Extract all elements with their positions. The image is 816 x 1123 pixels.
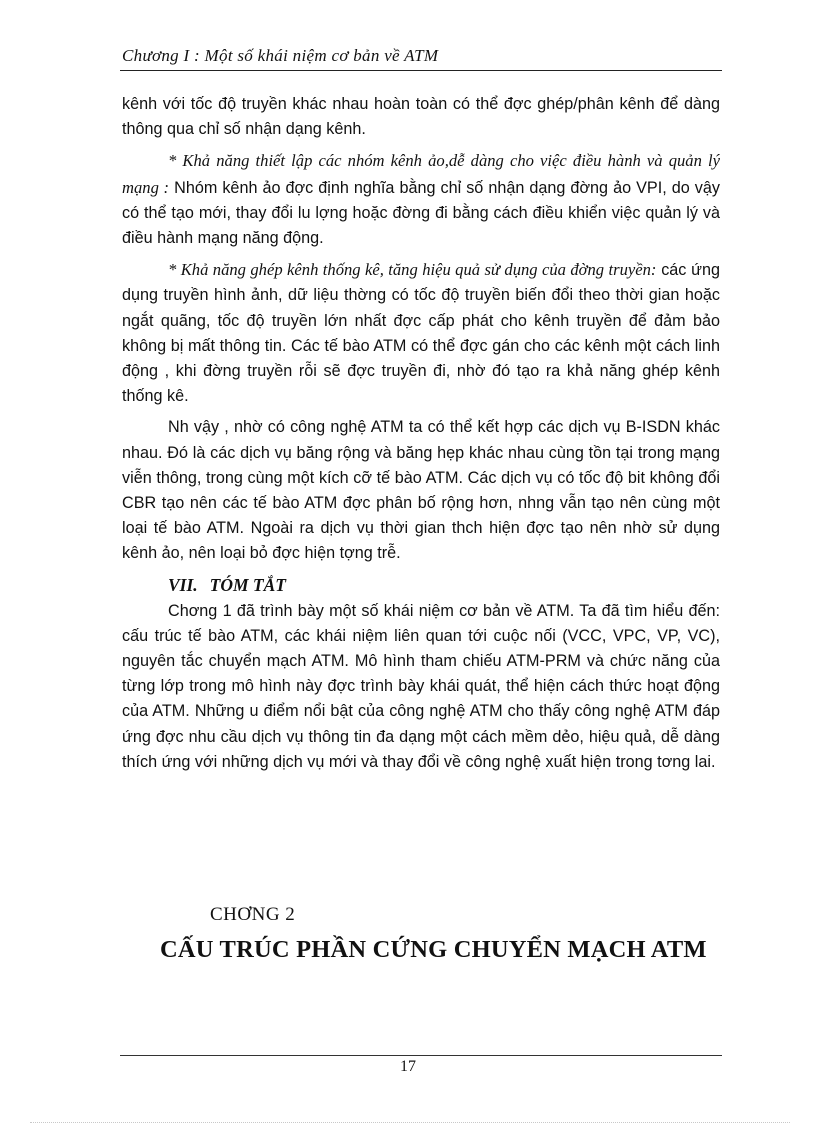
paragraph-virtual-path-groups — [122, 148, 720, 251]
feature-text-virtual-paths: Nhóm kênh ảo đợc định nghĩa bằng chỉ số nhận dạng đờng ảo VPI, do vậy có thể tạo mới, thay đổi lu lợng hoặc đờng đi bằng cách điều khiển việc quản lý và điều hành mạng năng động. — [122, 178, 720, 248]
body-content — [122, 92, 720, 781]
section-number: VII. — [168, 574, 198, 595]
header-rule — [120, 70, 722, 71]
feature-heading-multiplexing: * Khả năng ghép kênh thống kê, tăng hiệu quả sử dụng của đờng truyền: — [168, 260, 657, 280]
summary-paragraph: Chơng 1 đã trình bày một số khái niệm cơ bản về ATM. Ta đã tìm hiểu đến: cấu trúc tế bào ATM, các khái niệm liên quan tới cuộc nối (VCC, VPC, VP, VC), nguyên tắc chuyển mạch ATM. Mô hình tham chiếu ATM-PRM và chức năng của từng lớp trong mô hình này đợc trình bày khái quát, thể hiện cách thức hoạt động của ATM. Những u điểm nổi bật của công nghệ ATM cho thấy công nghệ ATM đáp ứng đợc nhu cầu dịch vụ thông tin đa dạng một cách mềm dẻo, hiệu quả, dễ dàng thích ứng với những dịch vụ mới và thay đổi về công nghệ xuất hiện trong tơng lai. — [122, 601, 720, 771]
section-title: TÓM TẮT — [209, 574, 286, 595]
paragraph-continuation: kênh với tốc độ truyền khác nhau hoàn toàn có thể đợc ghép/phân kênh để dàng thông qua chỉ số nhận dạng kênh. — [122, 95, 720, 139]
page-number: 17 — [400, 1058, 416, 1075]
feature-text-multiplexing: các ứng dụng truyền hình ảnh, dữ liệu thờng có tốc độ truyền biến đổi theo thời gian hoặc ngắt quãng, tốc độ truyền lớn nhất đợc cấp phát cho kênh truyền để đảm bảo không bị mất thông tin. Các tế bào ATM có thể đợc gán cho các kênh một cách linh động , khi đờng truyền rỗi sẽ đợc truyền đi, nhờ đó tạo ra khả năng ghép kênh thống kê. — [122, 261, 720, 406]
chapter-label: CHƠNG 2 — [210, 904, 296, 925]
paragraph-bisdn-services: Nh vậy , nhờ có công nghệ ATM ta có thể kết hợp các dịch vụ B-ISDN khác nhau. Đó là các dịch vụ băng rộng và băng hẹp khác nhau cùng tồn tại trong mạng viễn thông, trong cùng một kích cỡ tế bào ATM. Các dịch vụ có tốc độ bit không đổi CBR tạo nên các tế bào ATM đợc phân bố rộng hơn, nhng vẫn tạo nên cùng một loại tế bào ATM. Ngoài ra dịch vụ thời gian thch hiện đợc tạo nên nhờ sử dụng kênh ảo, nên loại bỏ đợc hiện tợng trễ. — [122, 418, 720, 563]
feature-heading-virtual-paths: * Khả năng thiết lập các nhóm kênh ảo,dễ dàng cho việc điều hành và quản lý mạng : — [122, 151, 720, 197]
paragraph-statistical-multiplexing — [122, 257, 720, 409]
running-header: Chương I : Một số khái niệm cơ bản về ATM — [122, 46, 439, 65]
footer-rule — [120, 1055, 722, 1056]
chapter-title: CẤU TRÚC PHẦN CỨNG CHUYỂN MẠCH ATM — [160, 936, 707, 963]
section-heading — [168, 573, 720, 597]
